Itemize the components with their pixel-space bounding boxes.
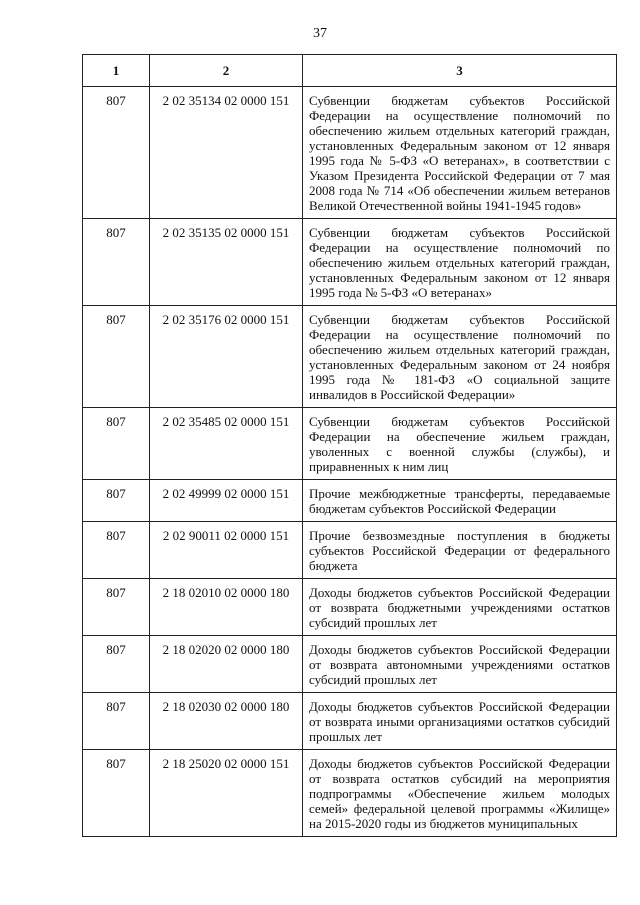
income-description-cell: Доходы бюджетов субъектов Российской Федерации от возврата иными организациями остатков субсидий прошлых лет [303, 693, 617, 750]
table-row [83, 219, 617, 306]
table-row [83, 306, 617, 408]
table-row [83, 636, 617, 693]
income-code-cell: 2 18 02030 02 0000 180 [150, 693, 303, 750]
column-header-2: 2 [150, 55, 303, 87]
column-header-3: 3 [303, 55, 617, 87]
income-codes-table [82, 54, 617, 837]
table-row [83, 408, 617, 480]
income-code-cell: 2 18 25020 02 0000 151 [150, 750, 303, 837]
table-row [83, 693, 617, 750]
income-description-cell: Прочие межбюджетные трансферты, передаваемые бюджетам субъектов Российской Федерации [303, 480, 617, 522]
column-header-1: 1 [83, 55, 150, 87]
admin-code-cell: 807 [83, 219, 150, 306]
admin-code-cell: 807 [83, 306, 150, 408]
income-code-cell: 2 02 35176 02 0000 151 [150, 306, 303, 408]
income-description-cell: Субвенции бюджетам субъектов Российской Федерации на осуществление полномочий по обеспечению жильем отдельных категорий граждан, установленных Федеральным законом от 12 января 1995 года № 5-ФЗ «О ветеранах», в соответствии с Указом Президента Российской Федерации от 7 мая 2008 года № 714 «Об обеспечении жильем ветеранов Великой Отечественной войны 1941-1945 годов» [303, 87, 617, 219]
table-row [83, 522, 617, 579]
income-description-cell: Доходы бюджетов субъектов Российской Федерации от возврата остатков субсидий на мероприятия подпрограммы «Обеспечение жильем молодых семей» федеральной целевой программы «Жилище» на 2015-2020 годы из бюджетов муниципальных [303, 750, 617, 837]
admin-code-cell: 807 [83, 408, 150, 480]
admin-code-cell: 807 [83, 636, 150, 693]
income-code-cell: 2 18 02020 02 0000 180 [150, 636, 303, 693]
income-code-cell: 2 02 49999 02 0000 151 [150, 480, 303, 522]
income-description-cell: Прочие безвозмездные поступления в бюджеты субъектов Российской Федерации от федерального бюджета [303, 522, 617, 579]
table-row [83, 87, 617, 219]
income-code-cell: 2 02 35485 02 0000 151 [150, 408, 303, 480]
income-description-cell: Доходы бюджетов субъектов Российской Федерации от возврата автономными учреждениями остатков субсидий прошлых лет [303, 636, 617, 693]
table-row [83, 750, 617, 837]
income-code-cell: 2 02 35135 02 0000 151 [150, 219, 303, 306]
income-code-cell: 2 18 02010 02 0000 180 [150, 579, 303, 636]
income-code-cell: 2 02 35134 02 0000 151 [150, 87, 303, 219]
income-description-cell: Субвенции бюджетам субъектов Российской Федерации на обеспечение жильем граждан, уволенных с военной службы (службы), и приравненных к ним лиц [303, 408, 617, 480]
page-number: 37 [313, 26, 327, 41]
table-row [83, 480, 617, 522]
income-code-cell: 2 02 90011 02 0000 151 [150, 522, 303, 579]
income-description-cell: Доходы бюджетов субъектов Российской Федерации от возврата бюджетными учреждениями остатков субсидий прошлых лет [303, 579, 617, 636]
admin-code-cell: 807 [83, 693, 150, 750]
income-description-cell: Субвенции бюджетам субъектов Российской Федерации на осуществление полномочий по обеспечению жильем отдельных категорий граждан, установленных Федеральным законом от 24 ноября 1995 года № 181-ФЗ «О социальной защите инвалидов в Российской Федерации» [303, 306, 617, 408]
admin-code-cell: 807 [83, 750, 150, 837]
admin-code-cell: 807 [83, 87, 150, 219]
income-description-cell: Субвенции бюджетам субъектов Российской Федерации на осуществление полномочий по обеспечению жильем отдельных категорий граждан, установленных Федеральным законом от 12 января 1995 года № 5-ФЗ «О ветеранах» [303, 219, 617, 306]
table-row [83, 579, 617, 636]
table-header-row [83, 55, 617, 87]
admin-code-cell: 807 [83, 480, 150, 522]
admin-code-cell: 807 [83, 522, 150, 579]
admin-code-cell: 807 [83, 579, 150, 636]
